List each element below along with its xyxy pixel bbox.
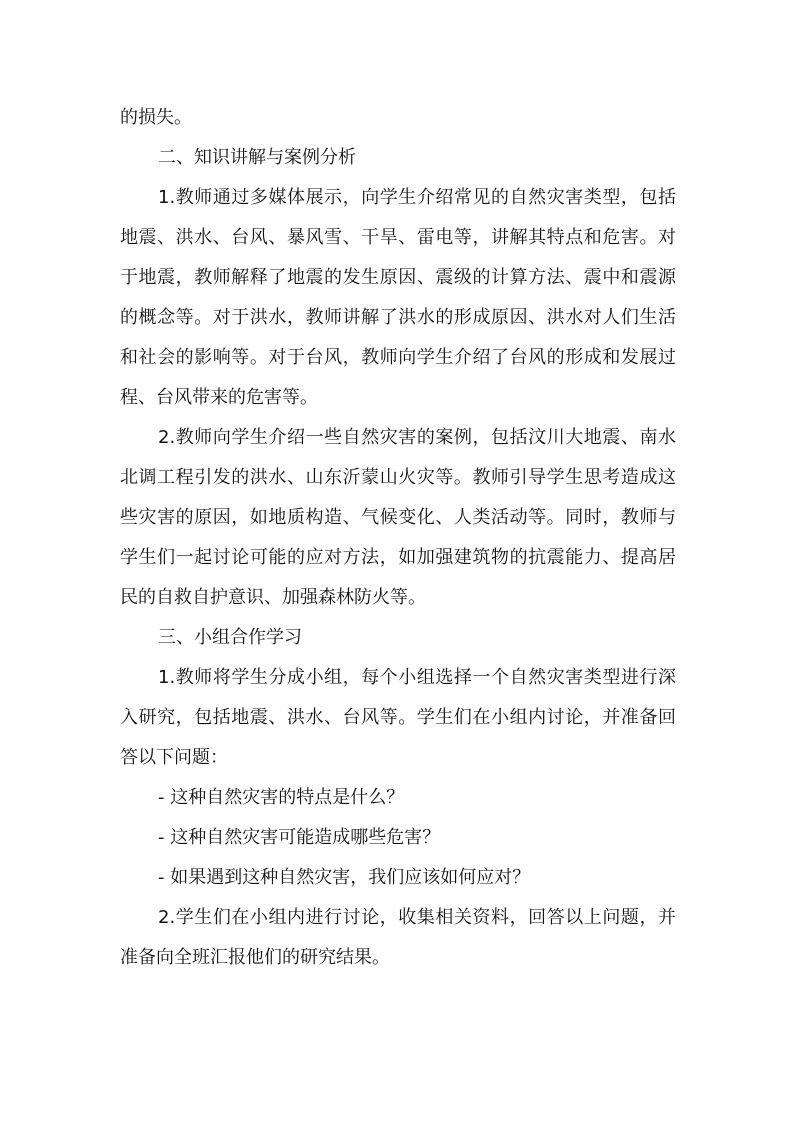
paragraph-2-2: 2.教师向学生介绍一些自然灾害的案例，包括汶川大地震、南水北调工程引发的洪水、山东沂蒙山火灾等。教师引导学生思考造成这些灾害的原因，如地质构造、气候变化、人类活动等。同时，教师与学生们一起讨论可能的应对方法，如加强建筑物的抗震能力、提高居民的自救自护意识、加强森林防火等。 (120, 427, 676, 608)
question-item-2: - 这种自然灾害可能造成哪些危害？ (158, 827, 441, 848)
question-item-3: - 如果遇到这种自然灾害，我们应该如何应对？ (158, 867, 531, 888)
document-body (120, 98, 676, 978)
paragraph-2-1: 1.教师通过多媒体展示，向学生介绍常见的自然灾害类型，包括地震、洪水、台风、暴风雪、干旱、雷电等，讲解其特点和危害。对于地震，教师解释了地震的发生原因、震级的计算方法、震中和震源的概念等。对于洪水，教师讲解了洪水的形成原因、洪水对人们生活和社会的影响等。对于台风，教师向学生介绍了台风的形成和发展过程、台风带来的危害等。 (120, 187, 676, 408)
paragraph-3-2: 2.学生们在小组内进行讨论，收集相关资料，回答以上问题，并准备向全班汇报他们的研究结果。 (120, 907, 676, 968)
paragraph-3-1: 1.教师将学生分成小组，每个小组选择一个自然灾害类型进行深入研究，包括地震、洪水、台风等。学生们在小组内讨论，并准备回答以下问题： (120, 667, 676, 768)
question-item-1: - 这种自然灾害的特点是什么？ (158, 787, 405, 808)
section-heading-3: 三、小组合作学习 (158, 627, 302, 648)
section-heading-2: 二、知识讲解与案例分析 (158, 147, 356, 168)
paragraph-continuation: 的损失。 (120, 107, 192, 128)
